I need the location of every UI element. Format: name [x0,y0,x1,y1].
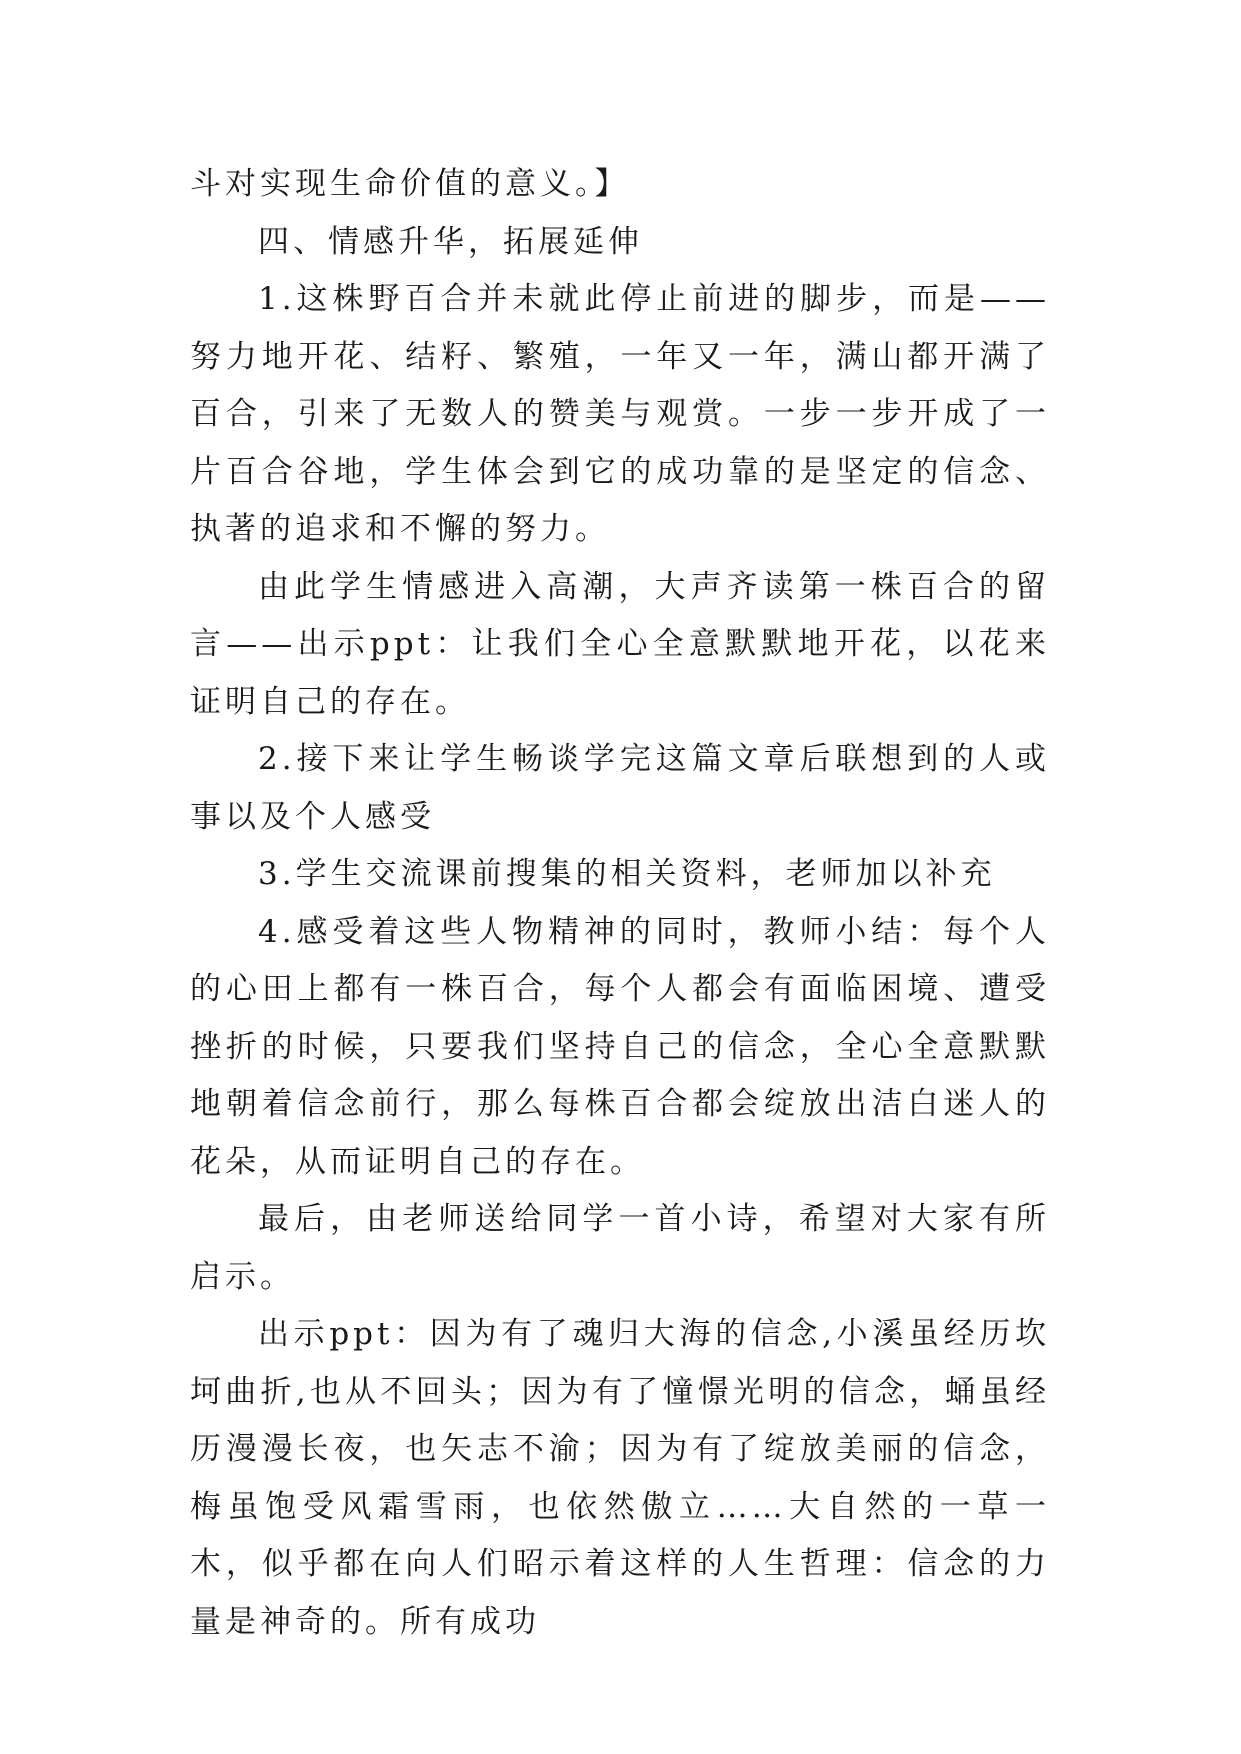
paragraph-closing: 最后，由老师送给同学一首小诗，希望对大家有所启示。 [190,1201,1050,1295]
paragraph-continuation: 斗对实现生命价值的意义。】 [190,166,630,202]
paragraph-item-2: 2.接下来让学生畅谈学完这篇文章后联想到的人或事以及个人感受 [190,741,1050,835]
paragraph-item-1: 1.这株野百合并未就此停止前进的脚步，而是——努力地开花、结籽、繁殖，一年又一年，满山都开满了百合，引来了无数人的赞美与观赏。一步一步开成了一片百合谷地，学生体会到它的成功靠的是坚定的信念、执著的追求和不懈的努力。 [190,281,1050,547]
document-body [190,156,1050,1651]
paragraph-item-4: 4.感受着这些人物精神的同时，教师小结：每个人的心田上都有一株百合，每个人都会有面临困境、遭受挫折的时候，只要我们坚持自己的信念，全心全意默默地朝着信念前行，那么每株百合都会绽放出洁白迷人的花朵，从而证明自己的存在。 [190,913,1050,1180]
paragraph-poem: 出示ppt：因为有了魂归大海的信念,小溪虽经历坎坷曲折,也从不回头；因为有了憧憬光明的信念，蛹虽经历漫漫长夜，也矢志不渝；因为有了绽放美丽的信念，梅虽饱受风霜雪雨，也依然傲立……大自然的一草一木，似乎都在向人们昭示着这样的人生哲理：信念的力量是神奇的。所有成功 [190,1316,1050,1640]
paragraph-item-3: 3.学生交流课前搜集的相关资料，老师加以补充 [258,856,996,892]
section-heading: 四、情感升华，拓展延伸 [258,223,643,260]
paragraph-reading: 由此学生情感进入高潮，大声齐读第一株百合的留言——出示ppt：让我们全心全意默默地开花，以花来证明自己的存在。 [190,568,1050,720]
